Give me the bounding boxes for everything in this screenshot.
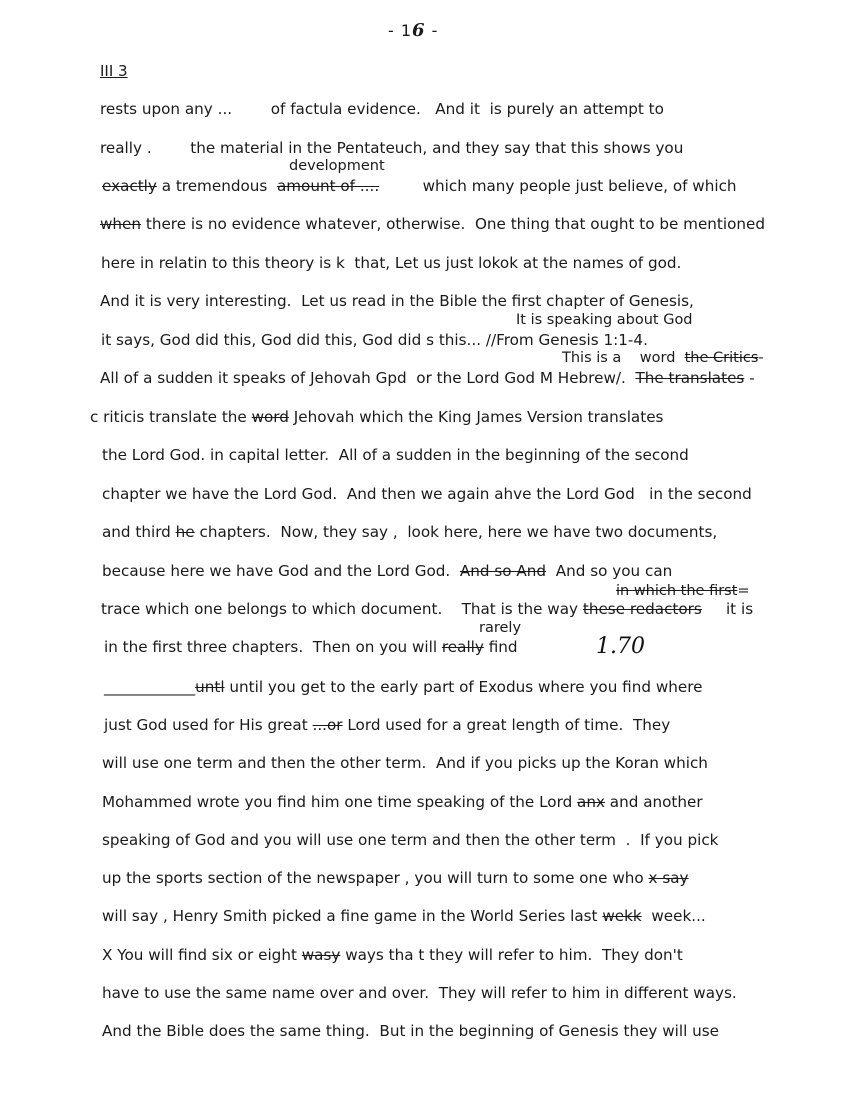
text-line-l1 [100, 100, 664, 118]
text-run: speaking of God and you will use one term and then the other term . If you pick [102, 831, 719, 849]
text-run: find [483, 638, 518, 656]
text-line-l23 [102, 946, 683, 964]
text-line-l8 [100, 369, 755, 387]
text-run: will use one term and then the other term. And if you picks up the Koran which [102, 754, 708, 772]
text-line-l22 [102, 907, 706, 925]
insertion-i5 [479, 620, 521, 636]
text-line-l14 [101, 600, 753, 618]
text-line-l24 [102, 984, 737, 1002]
text-run: in the first three chapters. Then on you will [104, 638, 442, 656]
struck-text: the Critics [684, 350, 759, 366]
text-run: - [744, 369, 755, 387]
text-run: it is [701, 600, 754, 618]
text-run: X You will find six or eight [102, 946, 302, 964]
text-run: up the sports section of the newspaper , you will turn to some one who [102, 869, 649, 887]
struck-text: these redactors [582, 600, 702, 618]
text-run: until you get to the early part of Exodus where you find where [224, 678, 703, 696]
text-line-l12 [102, 523, 717, 541]
struck-text: The translates [635, 369, 745, 387]
struck-text: x say [648, 869, 689, 887]
text-run: and third [102, 523, 176, 541]
text-line-l10 [102, 446, 689, 464]
text-run: ____________ [104, 678, 196, 696]
text-run: rarely [479, 620, 522, 636]
text-run: which many people just believe, of which [379, 177, 737, 195]
text-run: It is speaking about God [516, 312, 693, 328]
text-run: just God used for His great [104, 716, 313, 734]
page-number: - 16 - [388, 20, 439, 41]
text-line-l3 [102, 177, 737, 195]
text-run: week... [641, 907, 706, 925]
text-run: And the Bible does the same thing. But in the beginning of Genesis they will use [102, 1022, 720, 1040]
struck-text: really [441, 638, 484, 656]
text-line-l4 [100, 215, 765, 233]
text-run: All of a sudden it speaks of Jehovah Gpd or the Lord God M Hebrew/. [100, 369, 636, 387]
struck-text: amount of .... [276, 177, 380, 195]
text-run: Mohammed wrote you find him one time speaking of the Lord [102, 793, 578, 811]
handwritten-note: 1.70 [596, 634, 645, 659]
text-run: Lord used for a great length of time. They [342, 716, 671, 734]
text-run: c riticis translate the [90, 408, 252, 426]
text-line-l25 [102, 1022, 719, 1040]
text-run: here in relatin to this theory is k that, Let us just lokok at the names of god. [101, 254, 682, 272]
text-run: development [289, 158, 385, 174]
insertion-i3 [562, 350, 764, 366]
text-run: This is a word [562, 350, 685, 366]
text-line-l9 [90, 408, 663, 426]
text-line-l5 [101, 254, 681, 272]
text-line-l16 [104, 678, 703, 696]
struck-text: wasy [301, 946, 341, 964]
struck-text: exactly [102, 177, 157, 195]
struck-text: anx [577, 793, 605, 811]
struck-text: word [251, 408, 289, 426]
insertion-i2 [516, 312, 693, 328]
text-run: will say , Henry Smith picked a fine game in the World Series last [102, 907, 603, 925]
text-line-l20 [102, 831, 718, 849]
text-line-l13 [102, 562, 672, 580]
struck-text: he [175, 523, 195, 541]
text-run: because here we have God and the Lord God. [102, 562, 460, 580]
text-run: trace which one belongs to which document. That is the way [101, 600, 583, 618]
insertion-i1 [289, 158, 385, 174]
struck-text: when [100, 215, 142, 233]
text-run: rests upon any ... of factula evidence. And it is purely an attempt to [100, 100, 664, 118]
text-run: chapter we have the Lord God. And then we again ahve the Lord God in the second [102, 485, 752, 503]
text-line-l17 [104, 716, 670, 734]
struck-text: wekk [602, 907, 642, 925]
text-run: And so you can [546, 562, 673, 580]
struck-text: And so And [459, 562, 547, 580]
text-run: - [758, 350, 764, 366]
text-line-l21 [102, 869, 689, 887]
text-line-l15 [104, 638, 518, 656]
section-heading: III 3 [100, 62, 128, 80]
text-run: a tremendous [156, 177, 277, 195]
text-run: Jehovah which the King James Version translates [288, 408, 664, 426]
text-run: = [737, 583, 750, 599]
text-run: really . the material in the Pentateuch, and they say that this shows you [100, 139, 684, 157]
text-line-l6 [100, 292, 694, 310]
text-line-l11 [102, 485, 752, 503]
struck-text: ...or [312, 716, 343, 734]
text-line-l18 [102, 754, 708, 772]
struck-text: in which the first [616, 583, 738, 599]
page-number-handwritten: 6 [412, 20, 426, 41]
text-run: And it is very interesting. Let us read in the Bible the first chapter of Genesis, [100, 292, 694, 310]
text-line-l19 [102, 793, 703, 811]
text-run: and another [604, 793, 703, 811]
text-run: the Lord God. in capital letter. All of a sudden in the beginning of the second [102, 446, 689, 464]
text-line-l2 [100, 139, 683, 157]
text-run: have to use the same name over and over. They will refer to him in different ways. [102, 984, 737, 1002]
text-run: there is no evidence whatever, otherwise. One thing that ought to be mentioned [141, 215, 765, 233]
text-run: it says, God did this, God did this, God did s this... //From Genesis 1:1-4. [101, 331, 648, 349]
text-run: chapters. Now, they say , look here, here we have two documents, [194, 523, 718, 541]
struck-text: untl [195, 678, 225, 696]
text-run: ways tha t they will refer to him. They don't [340, 946, 683, 964]
text-line-l7 [101, 331, 648, 349]
insertion-i4 [616, 583, 750, 599]
